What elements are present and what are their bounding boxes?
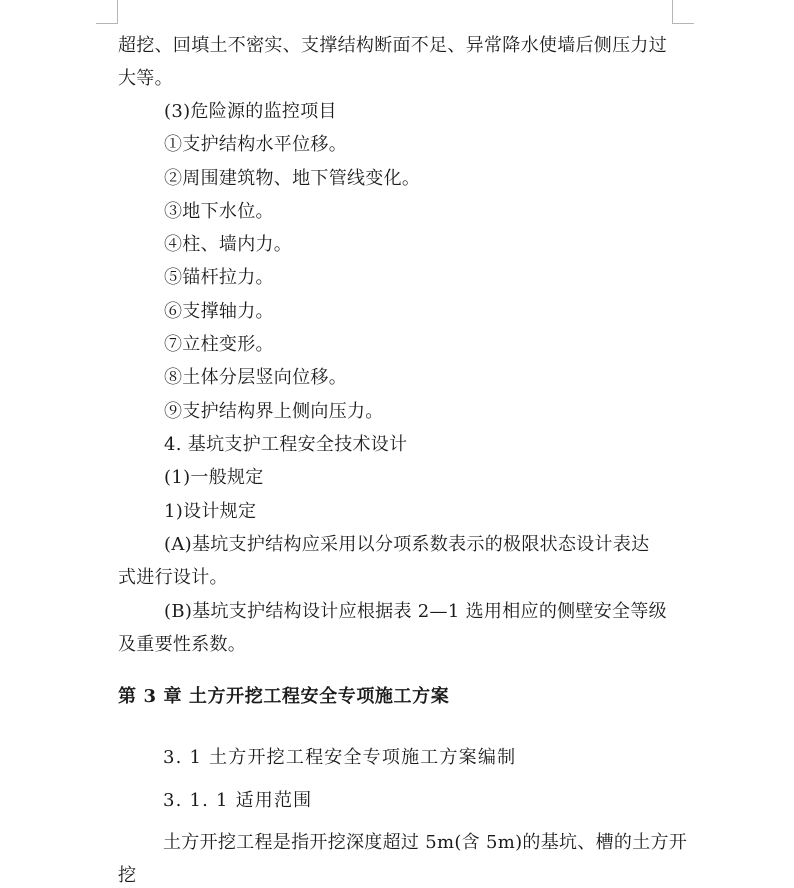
list-item: ⑥支撑轴力。 (164, 301, 274, 322)
list-item: ③地下水位。 (164, 201, 274, 222)
list-item: ⑤锚杆拉力。 (164, 267, 274, 288)
section-heading: 4. 基坑支护工程安全技术设计 (164, 434, 408, 455)
list-item: ⑧土体分层竖向位移。 (164, 367, 347, 388)
crop-mark-top-left-vertical (117, 0, 118, 24)
list-item: ⑨支护结构界上侧向压力。 (164, 401, 384, 422)
paragraph-line: (A)基坑支护结构应采用以分项系数表示的极限状态设计表达 (164, 534, 650, 555)
list-item: ⑦立柱变形。 (164, 334, 274, 355)
paragraph-line: 超挖、回填土不密实、支撑结构断面不足、异常降水使墙后侧压力过 (118, 35, 667, 56)
paragraph-line: 及重要性系数。 (118, 634, 247, 655)
chapter-title: 第 3 章 土方开挖工程安全专项施工方案 (118, 686, 450, 707)
list-item: ②周围建筑物、地下管线变化。 (164, 168, 421, 189)
paragraph-line: 土方开挖工程是指开挖深度超过 5m(含 5m)的基坑、槽的土方开 (163, 832, 688, 853)
subsection-heading: (1)一般规定 (164, 467, 264, 488)
list-item: ④柱、墙内力。 (164, 234, 293, 255)
crop-mark-top-right-vertical (672, 0, 673, 24)
paragraph-line: 大等。 (118, 68, 173, 89)
paragraph-line: (B)基坑支护结构设计应根据表 2—1 选用相应的侧壁安全等级 (164, 601, 667, 622)
subsection-title: 3. 1. 1 适用范围 (163, 790, 313, 811)
paragraph-line: 式进行设计。 (118, 567, 228, 588)
subsection-heading: (3)危险源的监控项目 (164, 101, 337, 122)
crop-mark-top-right-horizontal (672, 23, 694, 24)
paragraph-line: 挖 (118, 865, 137, 886)
subsection-heading: 1)设计规定 (164, 501, 257, 522)
list-item: ①支护结构水平位移。 (164, 134, 347, 155)
crop-mark-top-left-horizontal (96, 23, 118, 24)
section-title: 3. 1 土方开挖工程安全专项施工方案编制 (163, 747, 517, 768)
